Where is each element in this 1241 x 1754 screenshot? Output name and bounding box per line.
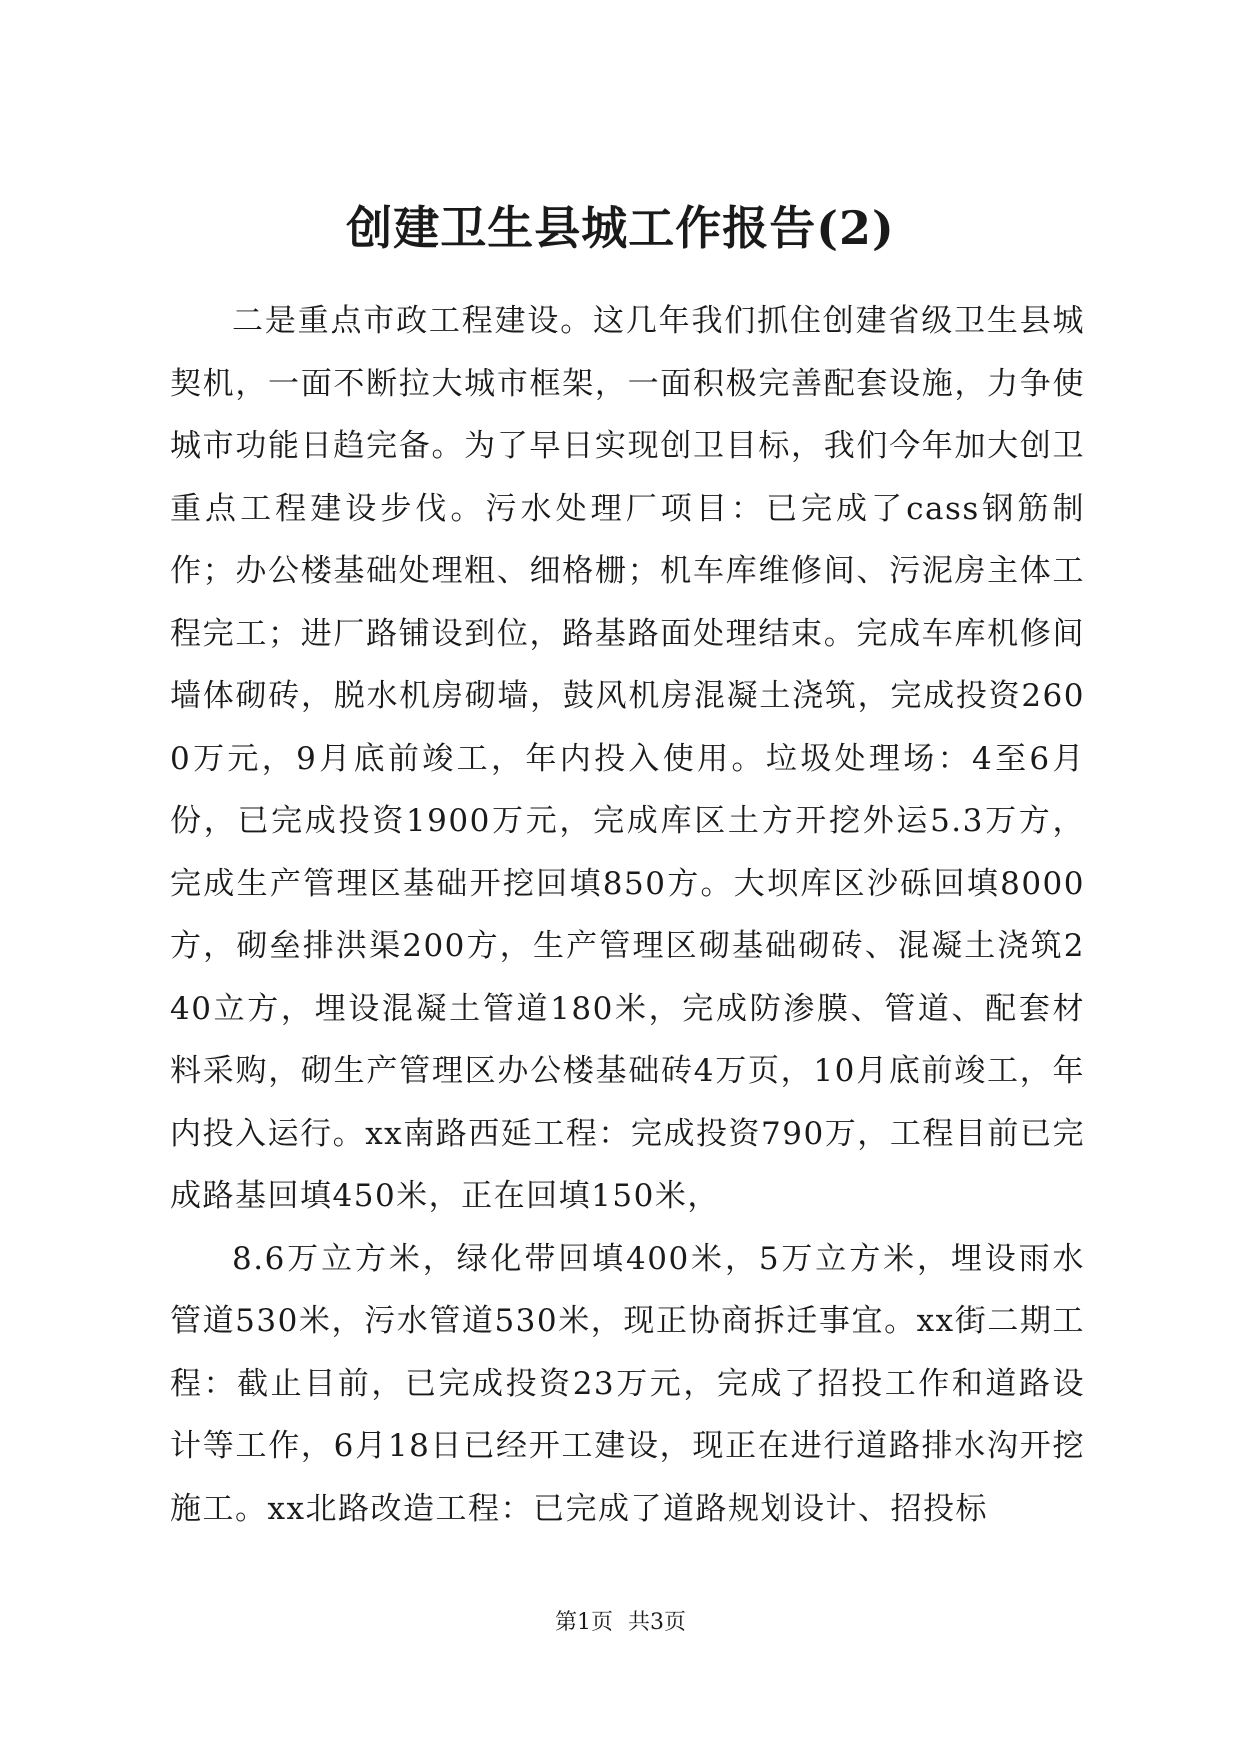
body-paragraph-2: 8.6万立方米，绿化带回填400米，5万立方米，埋设雨水管道530米，污水管道530米，现正协商拆迁事宜。xx街二期工程：截止目前，已完成投资23万元，完成了招投工作和道路设计等工作，6月18日已经开工建设，现正在进行道路排水沟开挖施工。xx北路改造工程：已完成了道路规划设计、招投标 <box>170 1240 1085 1527</box>
page-footer <box>0 1608 1241 1638</box>
page-number-total: 共3页 <box>628 1610 686 1635</box>
document-title: 创建卫生县城工作报告(2) <box>346 201 895 255</box>
page-number-current: 第1页 <box>555 1610 613 1635</box>
document-body <box>170 290 1085 1540</box>
body-paragraph-1: 二是重点市政工程建设。这几年我们抓住创建省级卫生县城契机，一面不断拉大城市框架，一面积极完善配套设施，力争使城市功能日趋完备。为了早日实现创卫目标，我们今年加大创卫重点工程建设步伐。污水处理厂项目：已完成了cass钢筋制作；办公楼基础处理粗、细格栅；机车库维修间、污泥房主体工程完工；进厂路铺设到位，路基路面处理结束。完成车库机修间墙体砌砖，脱水机房砌墙，鼓风机房混凝土浇筑，完成投资2600万元，9月底前竣工，年内投入使用。垃圾处理场：4至6月份，已完成投资1900万元，完成库区土方开挖外运5.3万方，完成生产管理区基础开挖回填850方。大坝库区沙砾回填8000方，砌垒排洪渠200方，生产管理区砌基础砌砖、混凝土浇筑240立方，埋设混凝土管道180米，完成防渗膜、管道、配套材料采购，砌生产管理区办公楼基础砖4万页，10月底前竣工，年内投入运行。xx南路西延工程：完成投资790万，工程目前已完成路基回填450米，正在回填150米， <box>170 303 1085 1214</box>
